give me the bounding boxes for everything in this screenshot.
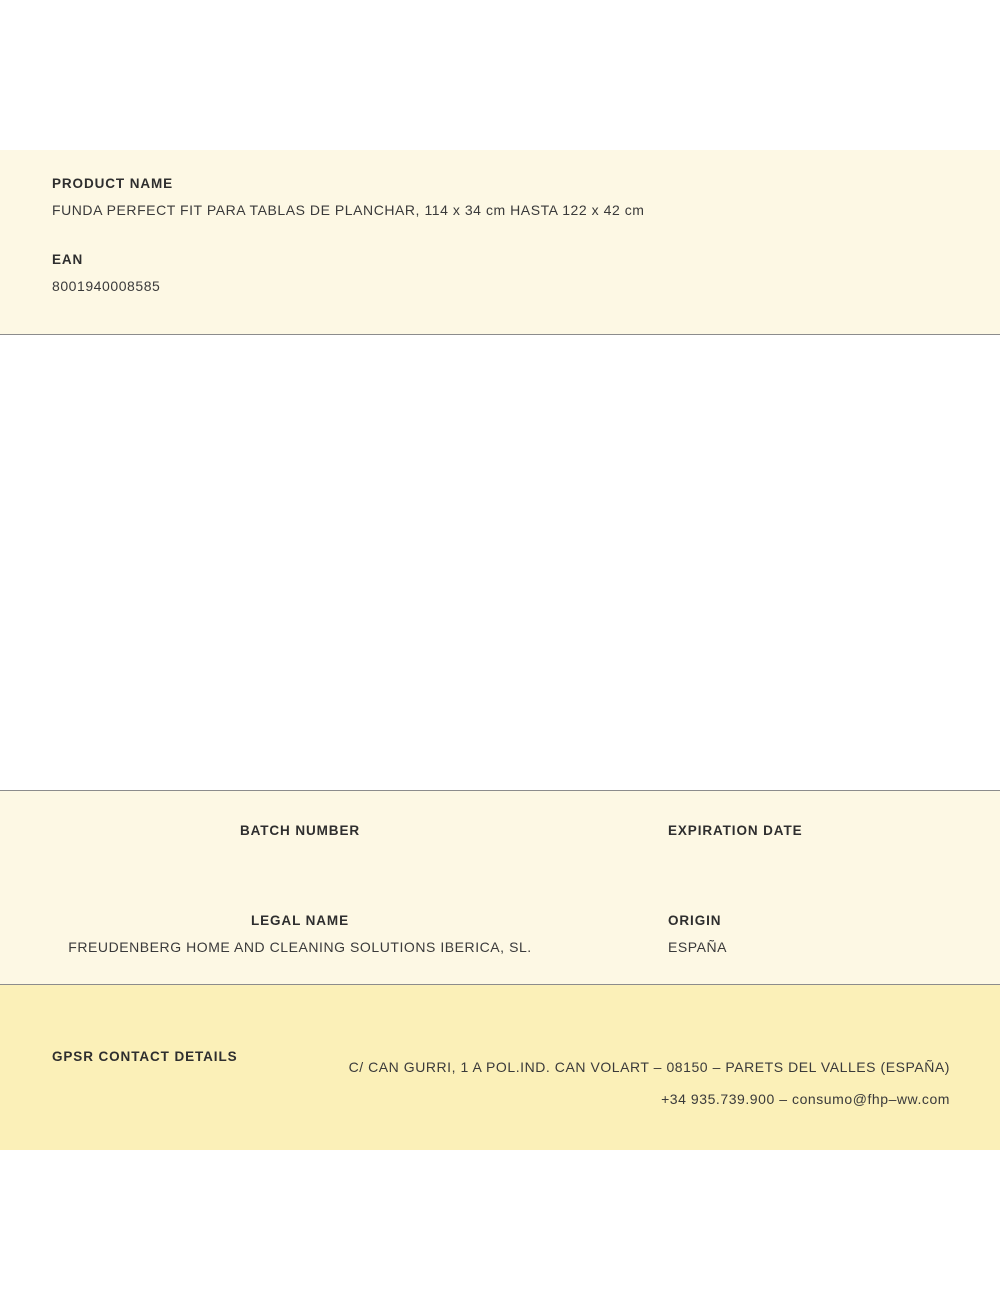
legal-origin-row (0, 913, 1000, 955)
gpsr-contact-label: GPSR CONTACT DETAILS (52, 1048, 238, 1064)
product-name-field (52, 176, 948, 218)
ean-field (52, 252, 948, 294)
batch-number-value (0, 849, 600, 866)
ean-value: 8001940008585 (52, 278, 161, 294)
gpsr-phone-email: +34 935.739.900 – consumo@fhp–ww.com (661, 1091, 950, 1107)
top-whitespace (0, 0, 1000, 150)
bottom-whitespace (0, 1150, 1000, 1300)
gpsr-address: C/ CAN GURRI, 1 A POL.IND. CAN VOLART – 08150 – PARETS DEL VALLES (ESPAÑA) (348, 1059, 950, 1075)
legal-name-value: FREUDENBERG HOME AND CLEANING SOLUTIONS IBERICA, SL. (68, 939, 532, 955)
expiration-date-value (668, 849, 1000, 866)
batch-number-label: BATCH NUMBER (239, 823, 361, 838)
origin-label: ORIGIN (668, 913, 722, 928)
batch-expiration-row (0, 823, 1000, 866)
legal-name-label: LEGAL NAME (250, 913, 349, 928)
origin-field (600, 913, 1000, 955)
batch-number-field (0, 823, 600, 866)
middle-whitespace (0, 335, 1000, 790)
expiration-date-label: EXPIRATION DATE (668, 823, 803, 838)
expiration-date-field (600, 823, 1000, 866)
gpsr-contact-section (0, 985, 1000, 1150)
manufacturer-details-section (0, 790, 1000, 985)
legal-name-field (0, 913, 600, 955)
product-details-inner (0, 150, 1000, 294)
product-name-value: FUNDA PERFECT FIT PARA TABLAS DE PLANCHAR, 114 x 34 cm HASTA 122 x 42 cm (52, 202, 645, 218)
field-spacer (52, 218, 948, 252)
product-name-label: PRODUCT NAME (52, 176, 174, 191)
origin-value: ESPAÑA (668, 939, 728, 955)
gpsr-contact-values (349, 1059, 950, 1107)
ean-label: EAN (52, 252, 84, 267)
product-details-section (0, 150, 1000, 335)
